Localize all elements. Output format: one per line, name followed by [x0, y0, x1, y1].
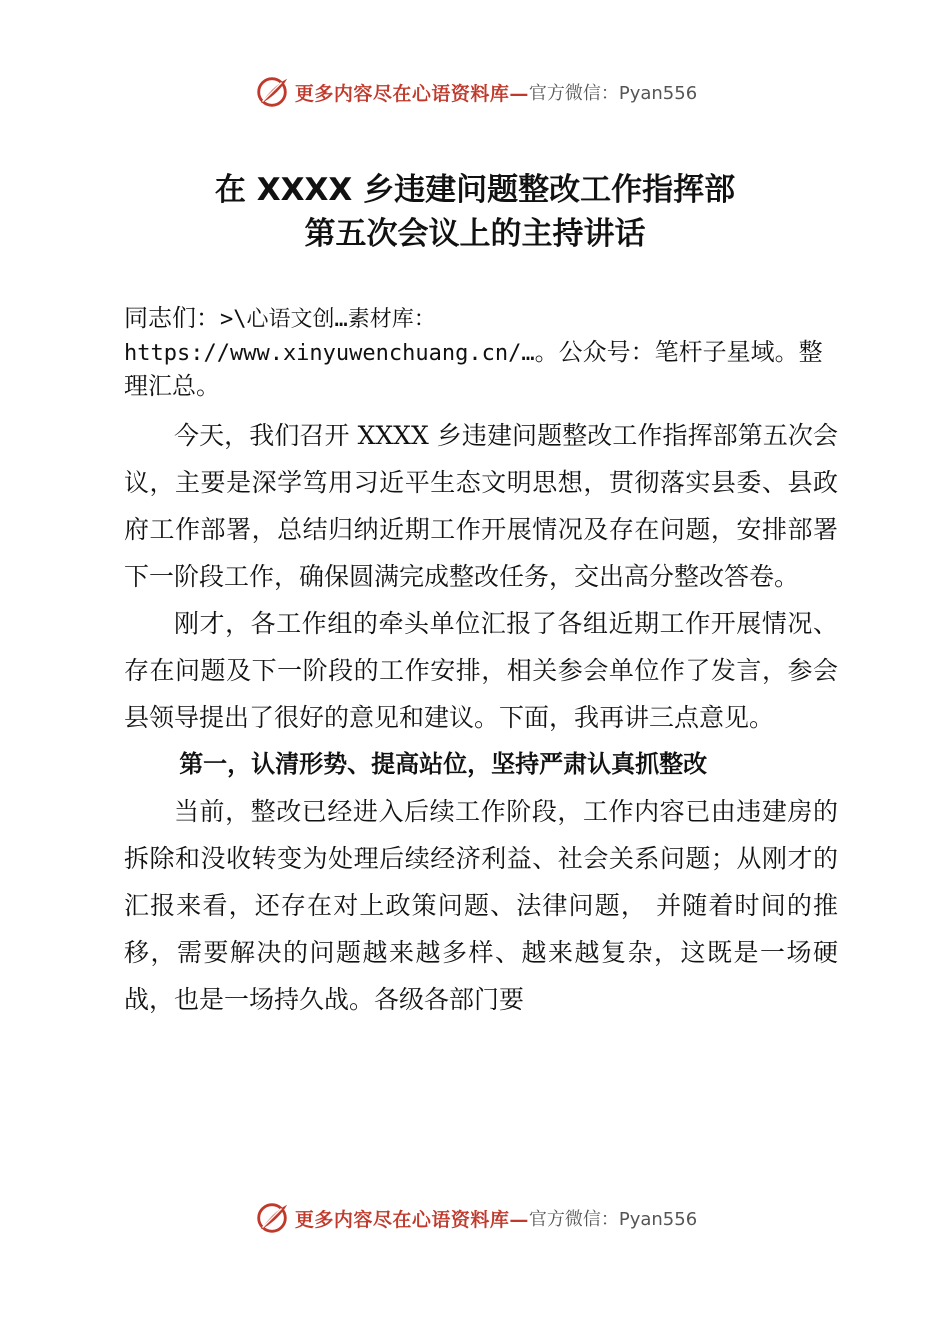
title-line-2: 第五次会议上的主持讲话 — [304, 216, 646, 252]
greeting-source-link: >\心语文创…素材库：https://www.xinyuwenchuang.cn/… — [124, 307, 535, 366]
paragraph-1: 今天，我们召开 XXXX 乡违建问题整改工作指挥部第五次会议，主要是深学笃用习近平生态文明思想，贯彻落实县委、县政府工作部署，总结归纳近期工作开展情况及存在问题，安排部署下一阶段工作，确保圆满完成整改任务，交出高分整改答卷。 — [124, 421, 838, 591]
paragraph-3: 当前，整改已经进入后续工作阶段，工作内容已由违建房的拆除和没收转变为处理后续经济利益、社会关系问题；从刚才的汇报来看，还存在对上政策问题、法律问题， 并随着时间的推移，需要解决的问题越来越多样、越来越复杂，这既是一场硬战，也是一场持久战。各级各部门要 — [124, 797, 838, 1014]
document-body — [124, 412, 838, 1023]
title-line-1: 在 XXXX 乡违建问题整改工作指挥部 — [214, 172, 736, 208]
banner-brand-text: 更多内容尽在心语资料库— — [294, 1208, 529, 1231]
banner-brand-text: 更多内容尽在心语资料库— — [294, 82, 529, 105]
quill-logo-icon — [253, 73, 291, 111]
greeting-prefix: 同志们： — [124, 304, 220, 332]
section-heading-1: 第一，认清形势、提高站位，坚持严肃认真抓整改 — [179, 750, 708, 778]
quill-logo-icon — [253, 1199, 291, 1237]
footer-banner — [0, 1198, 950, 1238]
greeting — [124, 302, 844, 402]
paragraph-2: 刚才，各工作组的牵头单位汇报了各组近期工作开展情况、存在问题及下一阶段的工作安排，相关参会单位作了发言，参会县领导提出了很好的意见和建议。下面，我再讲三点意见。 — [124, 609, 838, 732]
header-banner — [0, 72, 950, 112]
greeting-suffix: 。公众号：笔杆子星域。整理汇总。 — [124, 338, 823, 400]
banner-wechat-text: 官方微信：Pyan556 — [528, 1209, 698, 1230]
banner-wechat-text: 官方微信：Pyan556 — [528, 83, 698, 104]
document-title — [0, 168, 950, 256]
